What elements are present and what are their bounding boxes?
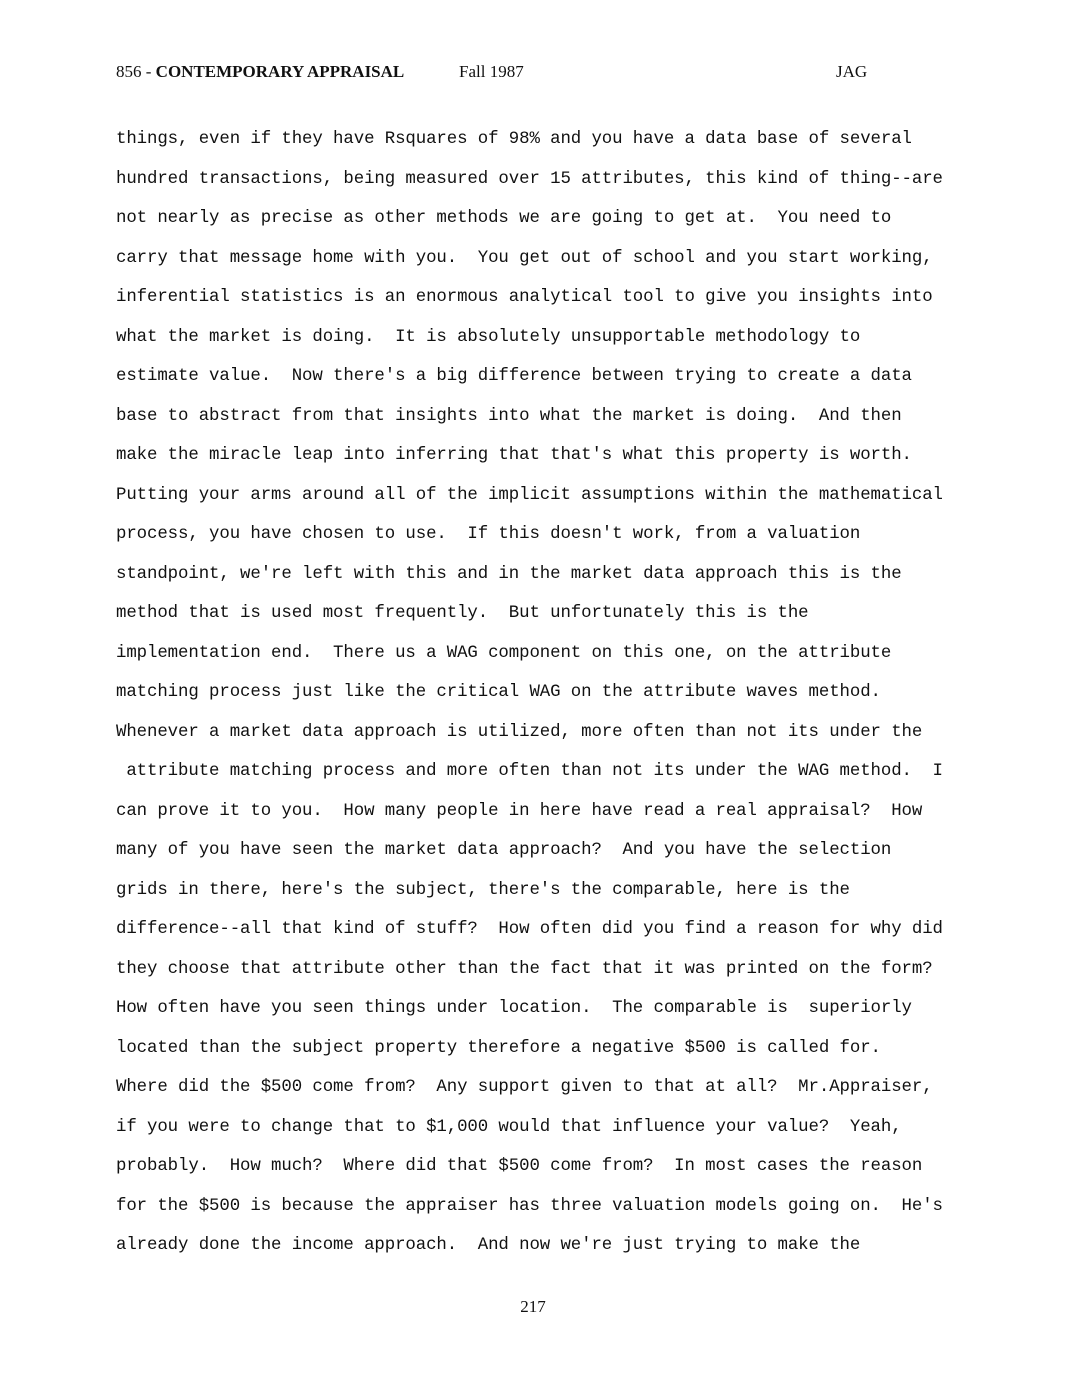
text-line: difference--all that kind of stuff? How often did you find a reason for why did: [116, 920, 943, 939]
text-line: carry that message home with you. You get out of school and you start working,: [116, 248, 933, 268]
text-line: if you were to change that to $1,000 would that influence your value? Yeah,: [116, 1117, 902, 1137]
text-line: matching process just like the critical WAG on the attribute waves method.: [116, 683, 881, 702]
text-line: hundred transactions, being measured over 15 attributes, this kind of thing--are: [116, 169, 943, 189]
text-line: method that is used most frequently. But unfortunately this is the: [116, 604, 809, 623]
text-line: Where did the $500 come from? Any support given to that at all? Mr.Appraiser,: [116, 1078, 933, 1097]
text-line: located than the subject property therefore a negative $500 is called for.: [116, 1038, 881, 1058]
text-line: probably. How much? Where did that $500 come from? In most cases the reason: [116, 1157, 923, 1176]
text-line: implementation end. There us a WAG component on this one, on the attribute: [116, 643, 892, 663]
text-line: base to abstract from that insights into what the market is doing. And then: [116, 406, 902, 426]
text-line: standpoint, we're left with this and in the market data approach this is the: [116, 564, 902, 584]
text-line: for the $500 is because the appraiser has three valuation models going on. He's: [116, 1196, 943, 1216]
author-initials: JAG: [836, 62, 868, 81]
text-line: what the market is doing. It is absolutely unsupportable methodology to: [116, 327, 861, 347]
text-line: grids in there, here's the subject, there's the comparable, here is the: [116, 880, 850, 900]
text-line: can prove it to you. How many people in here have read a real appraisal? How: [116, 801, 923, 821]
text-line: attribute matching process and more often than not its under the WAG method. I: [116, 762, 943, 781]
page-number: 217: [520, 1297, 546, 1316]
transcript-body: [116, 120, 1056, 1266]
text-line: things, even if they have Rsquares of 98% and you have a data base of several: [116, 130, 912, 149]
course-heading: [116, 62, 404, 82]
page-header: [0, 62, 1066, 86]
text-line: inferential statistics is an enormous analytical tool to give you insights into: [116, 288, 933, 307]
course-number: 856 -: [116, 62, 156, 81]
text-line: estimate value. Now there's a big difference between trying to create a data: [116, 367, 912, 386]
text-line: process, you have chosen to use. If this doesn't work, from a valuation: [116, 525, 861, 544]
text-line: not nearly as precise as other methods we are going to get at. You need to: [116, 209, 892, 228]
text-line: Whenever a market data approach is utilized, more often than not its under the: [116, 722, 923, 742]
page-footer: [0, 1297, 1066, 1317]
text-line: Putting your arms around all of the implicit assumptions within the mathematical: [116, 485, 943, 505]
text-line: many of you have seen the market data approach? And you have the selection: [116, 841, 892, 860]
course-title: CONTEMPORARY APPRAISAL: [155, 62, 405, 81]
text-line: they choose that attribute other than the fact that it was printed on the form?: [116, 959, 933, 979]
text-line: make the miracle leap into inferring that that's what this property is worth.: [116, 446, 912, 465]
text-line: already done the income approach. And now we're just trying to make the: [116, 1236, 861, 1255]
text-line: How often have you seen things under location. The comparable is superiorly: [116, 999, 912, 1018]
term-label: Fall 1987: [459, 62, 524, 81]
